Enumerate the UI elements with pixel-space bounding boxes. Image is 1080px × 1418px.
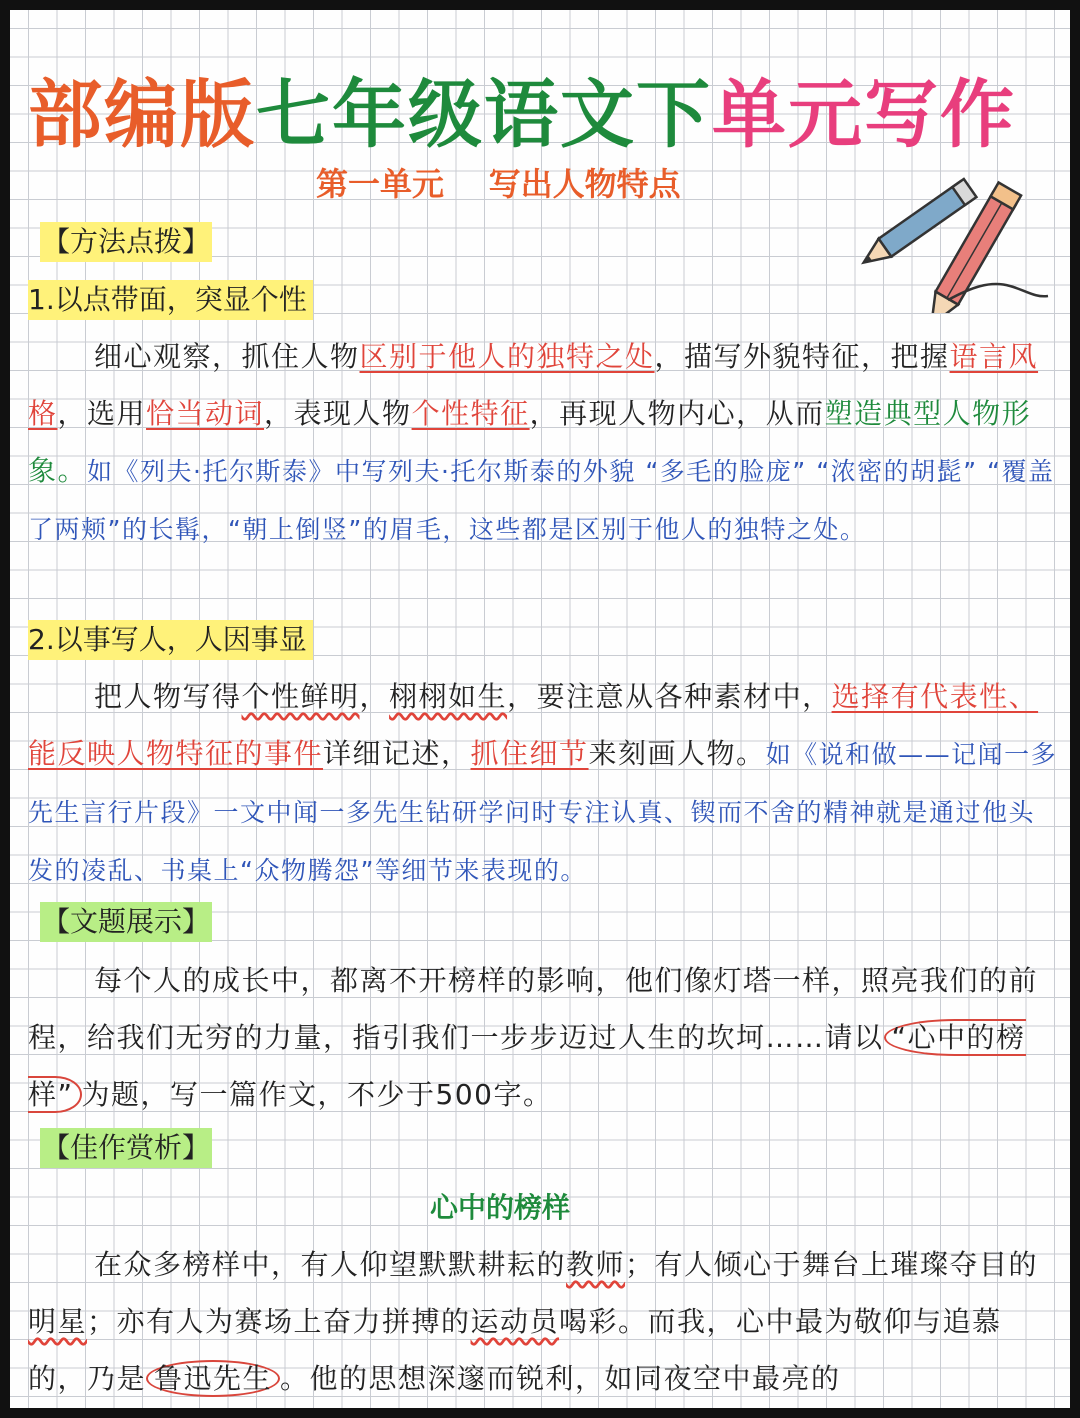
essay-title: 心中的榜样 xyxy=(430,1191,571,1224)
subtitle: 第一单元 写出人物特点 xyxy=(316,165,681,203)
text-run: 栩栩如生 xyxy=(389,680,508,713)
text-run: 鲁迅先生 xyxy=(146,1360,280,1397)
method-heading-2: 2.以事写人，人因事显 xyxy=(28,620,313,660)
essay-paragraph xyxy=(28,1236,1058,1407)
method-paragraph-1 xyxy=(28,328,1058,558)
text-run: 在众多榜样中，有人仰望默默耕耘的 xyxy=(94,1248,567,1281)
text-run: ，表现人物 xyxy=(264,397,412,430)
text-run: 来刻画人物。 xyxy=(588,737,766,770)
text-run: 详细记述， xyxy=(323,737,471,770)
title-part-writing: 单元写作 xyxy=(712,72,1016,158)
section-topic-tag: 【文题展示】 xyxy=(40,902,212,942)
text-run: ，再现人物内心，从而 xyxy=(529,397,825,430)
text-run: ，要注意从各种素材中， xyxy=(507,680,832,713)
text-run: 区别于他人的独特之处 xyxy=(359,340,655,373)
text-run: 运动员 xyxy=(470,1305,560,1338)
section-essay-tag: 【佳作赏析】 xyxy=(40,1128,212,1168)
text-run: 选择有代表性、能反映人物特征的事件 xyxy=(28,680,1039,770)
topic-paragraph xyxy=(28,952,1058,1123)
text-run: 如《列夫·托尔斯泰》中写列夫·托尔斯泰的外貌 “多毛的脸庞” “浓密的胡髭” “覆盖了两颊”的长髯，“朝上倒竖”的眉毛，这些都是区别于他人的独特之处。 xyxy=(28,457,1055,544)
section-method-tag: 【方法点拨】 xyxy=(40,222,212,262)
pencils-icon xyxy=(860,168,1050,313)
text-run: 明星 xyxy=(28,1305,88,1338)
text-run: 把人物写得 xyxy=(94,680,242,713)
text-run: “心中的榜样” xyxy=(28,1021,1026,1111)
text-run: 恰当动词 xyxy=(146,397,265,430)
text-run: ；亦有人为赛场上奋力拼搏的 xyxy=(87,1305,471,1338)
title-part-edition: 部编版 xyxy=(28,72,256,158)
text-run: ， xyxy=(359,680,390,713)
text-run: 个性鲜明 xyxy=(241,680,360,713)
text-run: 细心观察，抓住人物 xyxy=(94,340,360,373)
text-run: 为题，写一篇作文，不少于500字。 xyxy=(81,1078,553,1111)
text-run: ，描写外貌特征，把握 xyxy=(654,340,950,373)
text-run: 抓住细节 xyxy=(470,737,589,770)
page-title xyxy=(28,70,1052,160)
title-part-grade: 七年级语文下 xyxy=(256,72,712,158)
text-run: 喝彩。而我，心中最为敬仰与追慕的，乃是 xyxy=(28,1305,1002,1395)
text-run: 塑造典型人物形象。 xyxy=(28,397,1032,487)
method-paragraph-2 xyxy=(28,668,1058,899)
text-run: 语言风格 xyxy=(28,340,1039,430)
text-run: 每个人的成长中，都离不开榜样的影响，他们像灯塔一样，照亮我们的前程，给我们无穷的力量，指引我们一步步迈过人生的坎坷……请以 xyxy=(28,964,1039,1054)
method-heading-1: 1.以点带面，突显个性 xyxy=(28,280,313,320)
text-run: 如《说和做——记闻一多先生言行片段》一文中闻一多先生钻研学问时专注认真、锲而不舍的精神就是通过他头发的凌乱、书桌上“众物腾怨”等细节来表现的。 xyxy=(28,740,1058,885)
text-run: 。他的思想深邃而锐利，如同夜空中最亮的 xyxy=(280,1362,841,1395)
text-run: 教师 xyxy=(566,1248,626,1281)
text-run: ，选用 xyxy=(57,397,147,430)
text-run: ；有人倾心于舞台上璀璨夺目的 xyxy=(625,1248,1039,1281)
text-run: 个性特征 xyxy=(411,397,530,430)
